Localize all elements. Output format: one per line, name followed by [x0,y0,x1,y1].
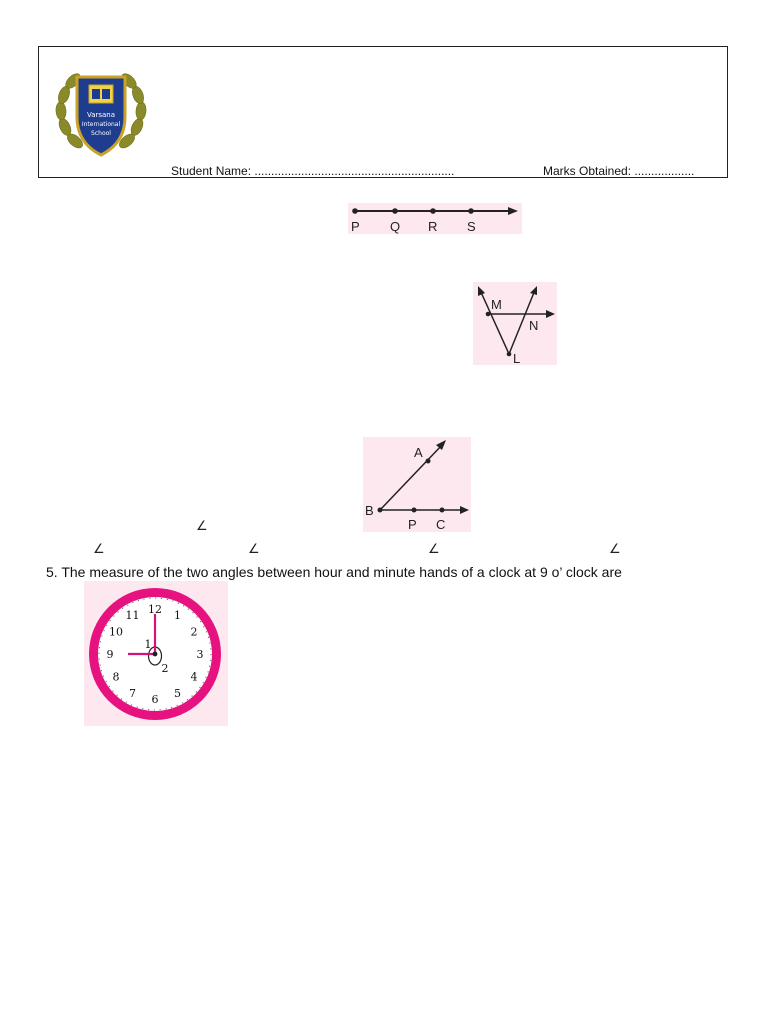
point-s [468,208,474,214]
point-p [352,208,358,214]
figure-abpc [363,437,471,532]
label-n: N [529,318,539,333]
label-l: L [513,351,521,365]
label-s: S [467,219,476,234]
label-b: B [365,503,374,518]
arrow-head-icon [436,440,446,450]
clock-number-7: 7 [129,687,136,700]
arrow-head-icon [478,286,485,296]
question-5: 5. The measure of the two angles between hour and minute hands of a clock at 9 o’ clock are [46,564,622,580]
angle-symbol: ∠ [248,541,260,556]
label-a: A [414,445,423,460]
label-p: P [351,219,360,234]
clock-number-9: 9 [106,648,114,661]
arrow-head-icon [508,207,518,215]
svg-text:International: International [81,121,121,128]
point-r [430,208,436,214]
svg-text:School: School [91,130,111,137]
clock-icon [84,581,228,726]
angle-symbol: ∠ [93,541,105,556]
header-box [38,46,728,178]
label-m: M [491,297,502,312]
point-q [392,208,398,214]
arrow-head-icon [546,310,555,318]
clock-number-10: 10 [109,625,123,639]
school-logo [51,65,151,161]
label-c: C [436,517,446,532]
clock-figure [84,581,228,726]
figure-mnl [473,282,557,365]
label-p: P [408,517,417,532]
clock-number-4: 4 [190,670,198,684]
clock-number-12: 12 [148,603,162,616]
label-r: R [428,219,438,234]
clock-number-6: 6 [151,693,159,706]
student-name-field: Student Name: ............................................................ [171,164,455,178]
clock-number-8: 8 [112,670,120,684]
clock-number-2: 2 [190,625,198,639]
marks-obtained-field: Marks Obtained: .................. [543,164,695,178]
clock-number-3: 3 [196,648,204,661]
clock-number-11: 11 [125,609,140,622]
arrow-head-icon [460,506,469,514]
angle-symbol: ∠ [609,541,621,556]
arrow-head-icon [530,286,537,295]
clock-number-1: 1 [174,609,181,622]
line-pqrs-figure [348,203,522,234]
clock-inner-label-1: 1 [144,638,152,651]
label-q: Q [390,219,401,234]
angle-symbol: ∠ [196,518,208,533]
clock-inner-label-2: 2 [161,662,169,675]
svg-text:Varsana: Varsana [86,111,116,119]
clock-number-5: 5 [174,687,181,700]
angle-symbol: ∠ [428,541,440,556]
